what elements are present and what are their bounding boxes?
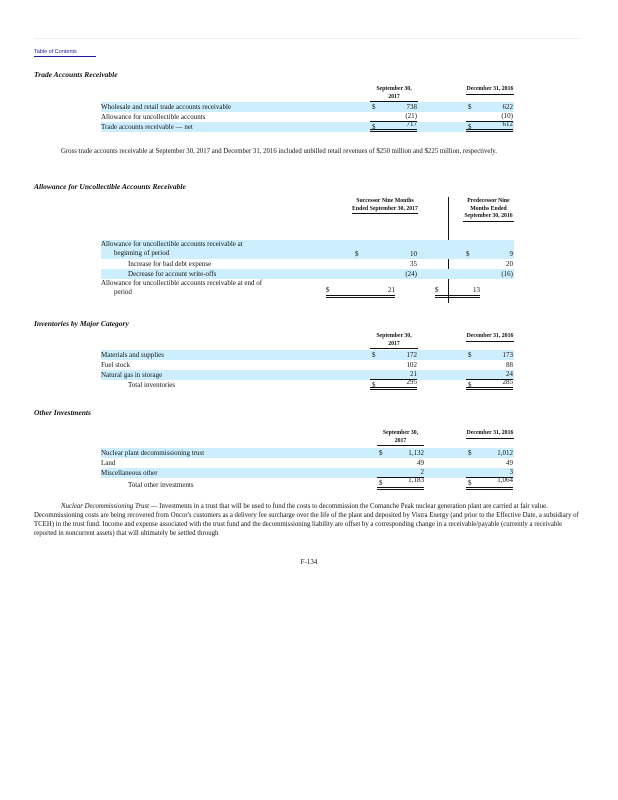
- row-label: Natural gas in storage: [101, 371, 163, 379]
- row-label: Increase for bad debt expense: [128, 260, 212, 268]
- table-row: [101, 279, 514, 298]
- dollar-sign: $: [379, 449, 383, 457]
- row-label: period: [114, 288, 132, 296]
- dollar-sign: $: [468, 103, 472, 111]
- table-row: [101, 112, 514, 122]
- row-label: Decrease for account write-offs: [128, 270, 217, 278]
- col-header: December 31, 2016: [466, 86, 514, 95]
- col-header: September 30, 2017: [377, 430, 424, 446]
- dollar-sign: $: [468, 351, 472, 359]
- row-label: Fuel stock: [101, 361, 130, 369]
- dollar-sign: $: [372, 351, 376, 359]
- value: 102: [406, 361, 417, 369]
- value: 13: [455, 286, 480, 298]
- value: 20: [506, 260, 513, 268]
- row-label: Land: [101, 459, 116, 467]
- value: 24: [466, 369, 513, 380]
- value: 295: [370, 377, 417, 390]
- page-number: F-134: [300, 558, 318, 566]
- nuclear-trust-text: — Investments in a trust that will be used to fund the costs to decommission the Comanche Peak nuclear generation plant are carried at fair value. Decommissioning costs are being recovered from Oncor's customers as a delivery fee surcharge over the life of the plant and deposited by Vistra Energy (and prior to the Effective Date, a subsidiary of TCEH) in the trust fund. Income and expense associated with the trust fund and the decommissioning liability are offset by a corresponding change in a receivable/payable (currently a receivable reported in noncurrent assets) that will ultimately be settled through: [34, 503, 579, 537]
- dollar-sign: $: [468, 381, 472, 389]
- value: 738: [406, 103, 417, 111]
- col-header: Successor Nine Months Ended September 30, 2017: [352, 198, 418, 214]
- trade-note: Gross trade accounts receivable at September 30, 2017 and December 31, 2016 included unbilled retail revenues of $250 million and $225 million, respectively.: [61, 148, 497, 155]
- value: 717: [370, 119, 417, 132]
- value: 173: [502, 351, 513, 359]
- value: 2: [377, 467, 424, 478]
- value: 10: [410, 250, 417, 258]
- dollar-sign: $: [466, 250, 470, 258]
- table-row: [101, 122, 514, 132]
- value: (10): [466, 111, 513, 122]
- value: 1,064: [466, 473, 513, 490]
- col-header: Predecessor Nine Months Ended September 30, 2016: [463, 198, 514, 222]
- value: 3: [466, 467, 513, 478]
- value: 35: [410, 260, 417, 268]
- value: 1,132: [408, 449, 424, 457]
- value: 172: [406, 351, 417, 359]
- value: 612: [466, 119, 513, 132]
- dollar-sign: $: [326, 286, 370, 298]
- dollar-sign: $: [435, 286, 455, 298]
- row-label: Materials and supplies: [101, 351, 164, 359]
- table-row: [101, 259, 514, 269]
- value: 49: [506, 459, 513, 467]
- divider: [34, 38, 580, 39]
- col-header: September 30, 2017: [370, 86, 418, 102]
- value: 1,183: [377, 473, 424, 490]
- section-heading-trade: Trade Accounts Receivable: [34, 70, 118, 79]
- row-label: Allowance for uncollectible accounts: [101, 113, 206, 121]
- trade-table: [101, 102, 514, 132]
- value: 1,012: [497, 449, 513, 457]
- value: 622: [502, 103, 513, 111]
- dollar-sign: $: [468, 123, 472, 131]
- table-row: [101, 269, 514, 279]
- table-row: [101, 380, 514, 390]
- value: 21: [370, 369, 417, 380]
- value: 9: [509, 250, 513, 258]
- allowance-table: [101, 240, 514, 298]
- value: (24): [405, 270, 417, 278]
- row-label: Trade accounts receivable — net: [101, 123, 193, 131]
- dollar-sign: $: [372, 381, 376, 389]
- table-row: [101, 360, 514, 370]
- section-heading-investments: Other Investments: [34, 408, 91, 417]
- row-label: Wholesale and retail trade accounts receivable: [101, 103, 232, 111]
- dollar-sign: $: [468, 479, 472, 487]
- table-row: [101, 102, 514, 112]
- value: 49: [417, 459, 424, 467]
- row-label: beginning of period: [114, 249, 170, 257]
- row-label: Allowance for uncollectible accounts receivable at: [101, 240, 243, 248]
- row-label: Allowance for uncollectible accounts receivable at end of: [101, 279, 263, 287]
- value: 285: [466, 377, 513, 390]
- table-row: [101, 370, 514, 380]
- investments-table: [101, 448, 514, 490]
- nuclear-trust-title: Nuclear Decommissioning Trust: [61, 503, 149, 510]
- table-row: [101, 458, 514, 468]
- value: (16): [501, 270, 513, 278]
- table-row: [101, 468, 514, 478]
- row-label: Nuclear plant decommissioning trust: [101, 449, 205, 457]
- dollar-sign: $: [372, 103, 376, 111]
- value: (21): [370, 111, 417, 122]
- col-header: December 31, 2016: [466, 333, 514, 342]
- nuclear-trust-paragraph: [34, 502, 580, 538]
- row-label: Miscellaneous other: [101, 469, 158, 477]
- inventories-table: [101, 350, 514, 390]
- row-label: Total other investments: [128, 481, 194, 489]
- table-row: [101, 448, 514, 458]
- table-row: [101, 478, 514, 490]
- section-heading-allowance: Allowance for Uncollectible Accounts Receivable: [34, 182, 186, 191]
- dollar-sign: $: [372, 123, 376, 131]
- row-label: Total inventories: [128, 381, 176, 389]
- col-header: September 30, 2017: [370, 333, 418, 349]
- dollar-sign: $: [468, 449, 472, 457]
- table-of-contents-link[interactable]: Table of Contents: [34, 49, 96, 57]
- dollar-sign: $: [379, 479, 383, 487]
- value: 21: [370, 286, 395, 298]
- table-row: [101, 350, 514, 360]
- col-header: December 31, 2016: [466, 430, 514, 439]
- value: 88: [506, 361, 513, 369]
- table-row: [101, 240, 514, 259]
- section-heading-inventories: Inventories by Major Category: [34, 319, 129, 328]
- dollar-sign: $: [355, 250, 359, 258]
